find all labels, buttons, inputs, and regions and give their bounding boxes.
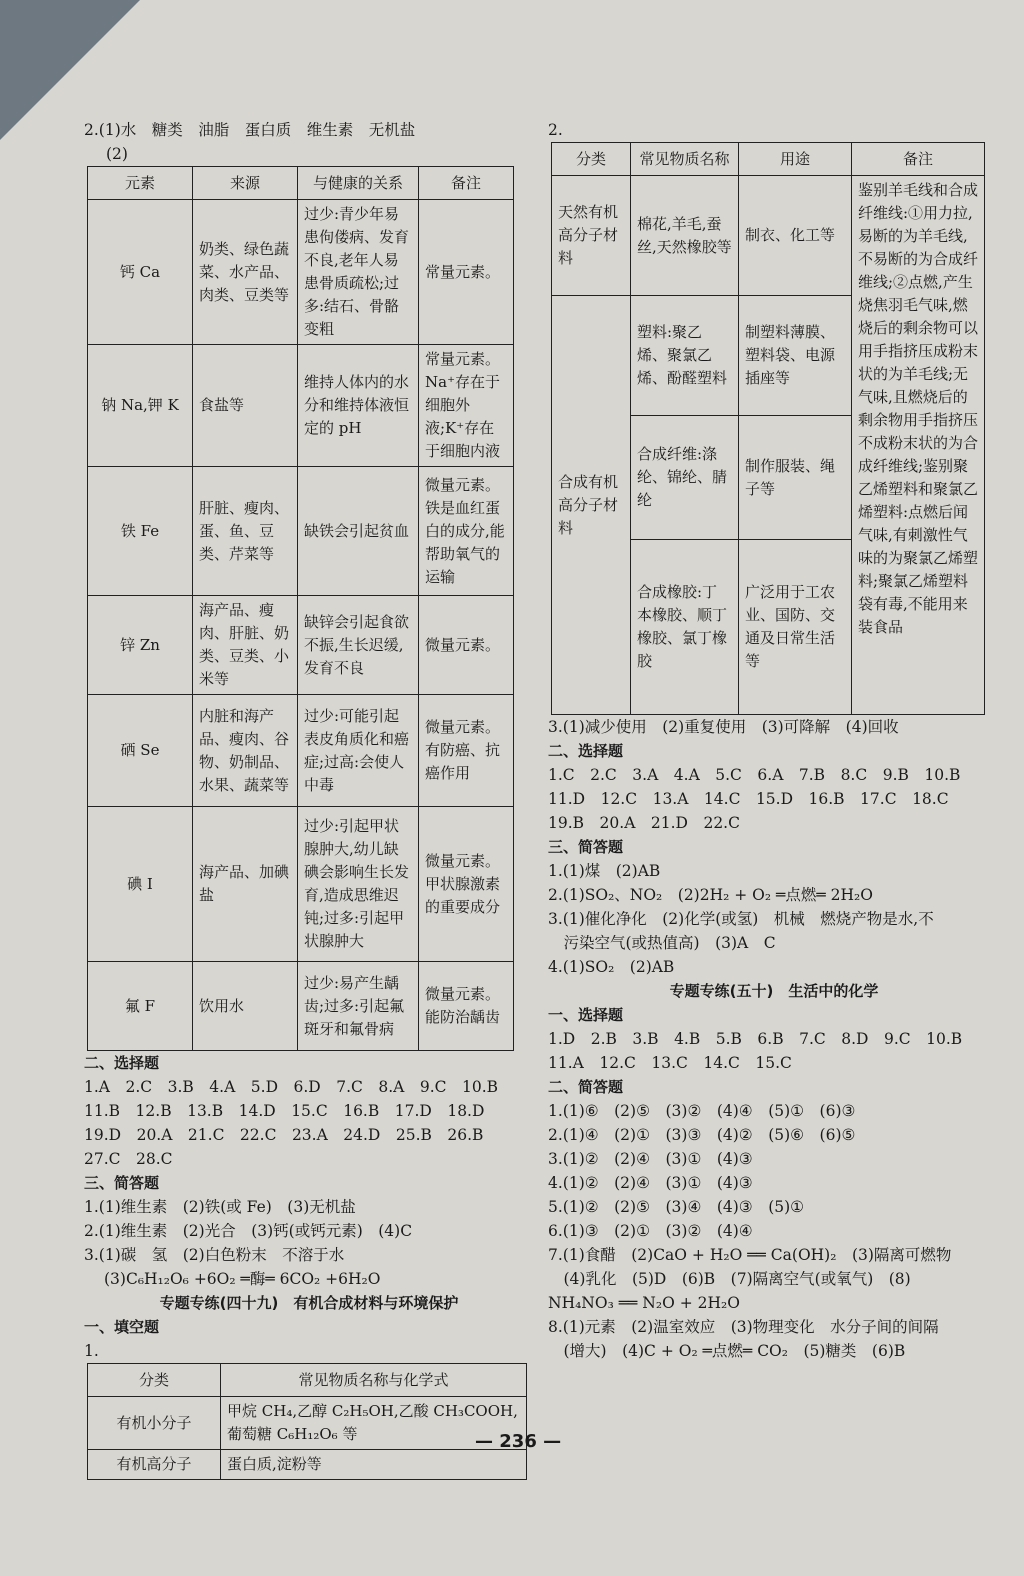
category-cell: 有机小分子 [88, 1397, 221, 1450]
answer-line: (增大) (4)C + O₂ ═点燃═ CO₂ (5)糖类 (6)B [548, 1342, 906, 1360]
answer-line: 27.C 28.C [84, 1150, 173, 1168]
answer-line: 1.(1)煤 (2)AB [548, 862, 661, 880]
header-cell: 常见物质名称与化学式 [221, 1364, 527, 1397]
source-cell: 饮用水 [193, 962, 298, 1051]
header-cell: 分类 [88, 1364, 221, 1397]
source-cell: 食盐等 [193, 345, 298, 467]
health-cell: 缺铁会引起贫血 [298, 467, 419, 596]
answer-line: 3.(1)催化净化 (2)化学(或氢) 机械 燃烧产物是水,不 [548, 910, 934, 928]
fill-heading: 一、填空题 [84, 1318, 160, 1336]
answer-line: 8.(1)元素 (2)温室效应 (3)物理变化 水分子间的间隔 [548, 1318, 939, 1336]
header-cell: 来源 [193, 167, 298, 200]
header-cell: 分类 [552, 143, 631, 176]
answer-line: 11.B 12.B 13.B 14.D 15.C 16.B 17.D 18.D [84, 1102, 485, 1120]
table-row [88, 345, 514, 467]
category-cell: 天然有机高分子材料 [552, 176, 631, 296]
answer-line: 4.(1)② (2)④ (3)① (4)③ [548, 1174, 753, 1192]
source-cell: 内脏和海产品、瘦肉、谷物、奶制品、水果、蔬菜等 [193, 695, 298, 807]
answer-line: 19.B 20.A 21.D 22.C [548, 814, 740, 832]
answer-line: 4.(1)SO₂ (2)AB [548, 958, 675, 976]
note-cell: 常量元素。Na⁺存在于细胞外液;K⁺存在于细胞内液 [419, 345, 514, 467]
health-cell: 过少:青少年易患佝偻病、发育不良,老年人易患骨质疏松;过多:结石、骨骼变粗 [298, 200, 419, 345]
source-cell: 奶类、绿色蔬菜、水产品、肉类、豆类等 [193, 200, 298, 345]
health-cell: 过少:可能引起表皮角质化和癌症;过高:会使人中毒 [298, 695, 419, 807]
short-answer-heading: 三、简答题 [548, 838, 624, 856]
element-cell: 碘 I [88, 807, 193, 962]
source-cell: 海产品、加碘盐 [193, 807, 298, 962]
use-cell: 制作服装、绳子等 [739, 416, 852, 540]
category-cell: 有机高分子 [88, 1450, 221, 1480]
short-answer-heading: 二、简答题 [548, 1078, 624, 1096]
answer-line: 1.C 2.C 3.A 4.A 5.C 6.A 7.B 8.C 9.B 10.B [548, 766, 961, 784]
health-cell: 维持人体内的水分和维持体液恒定的 pH [298, 345, 419, 467]
header-cell: 与健康的关系 [298, 167, 419, 200]
header-cell: 备注 [852, 143, 985, 176]
header-cell: 用途 [739, 143, 852, 176]
header-cell: 备注 [419, 167, 514, 200]
answer-line: 2.(1)④ (2)① (3)③ (4)② (5)⑥ (6)⑤ [548, 1126, 856, 1144]
material-cell: 塑料:聚乙烯、聚氯乙烯、酚醛塑料 [631, 296, 739, 416]
note-cell: 微量元素。甲状腺激素的重要成分 [419, 807, 514, 962]
answer-line: 11.A 12.C 13.C 14.C 15.C [548, 1054, 792, 1072]
choice-heading: 一、选择题 [548, 1006, 624, 1024]
answer-line: 3.(1)② (2)④ (3)① (4)③ [548, 1150, 753, 1168]
q2-part2: (2) [106, 145, 128, 163]
table-row [88, 807, 514, 962]
category-cell: 合成有机高分子材料 [552, 296, 631, 715]
health-cell: 过少:易产生龋齿;过多:引起氟斑牙和氟骨病 [298, 962, 419, 1051]
use-cell: 广泛用于工农业、国防、交通及日常生活等 [739, 540, 852, 715]
table-row [88, 467, 514, 596]
answer-line: 污染空气(或热值高) (3)A C [548, 934, 776, 952]
material-table [551, 142, 985, 715]
answer-line: 11.D 12.C 13.A 14.C 15.D 16.B 17.C 18.C [548, 790, 949, 808]
use-cell: 制衣、化工等 [739, 176, 852, 296]
q2-label: 2. [548, 121, 563, 139]
element-cell: 硒 Se [88, 695, 193, 807]
answer-line: 1.D 2.B 3.B 4.B 5.B 6.B 7.C 8.D 9.C 10.B [548, 1030, 963, 1048]
q2-part1: 2.(1)水 糖类 油脂 蛋白质 维生素 无机盐 [84, 121, 416, 139]
table-row [88, 596, 514, 695]
answer-line: (4)乳化 (5)D (6)B (7)隔离空气(或氧气) (8) [548, 1270, 911, 1288]
left-column [84, 118, 534, 1480]
right-column [548, 118, 1000, 1363]
source-cell: 海产品、瘦肉、肝脏、奶类、豆类、小米等 [193, 596, 298, 695]
answer-line: NH₄NO₃ ══ N₂O + 2H₂O [548, 1294, 740, 1312]
element-table [87, 166, 514, 1051]
element-cell: 钙 Ca [88, 200, 193, 345]
header-cell: 元素 [88, 167, 193, 200]
table-row [88, 695, 514, 807]
answer-line: 6.(1)③ (2)① (3)② (4)④ [548, 1222, 753, 1240]
note-cell: 微量元素。有防癌、抗癌作用 [419, 695, 514, 807]
organic-table-header [88, 1364, 527, 1397]
answer-line: 2.(1)维生素 (2)光合 (3)钙(或钙元素) (4)C [84, 1222, 413, 1240]
short-answer-heading: 三、简答题 [84, 1174, 160, 1192]
choice-heading: 二、选择题 [84, 1054, 160, 1072]
element-table-header [88, 167, 514, 200]
answer-line: 1.(1)⑥ (2)⑤ (3)② (4)④ (5)① (6)③ [548, 1102, 856, 1120]
table-row [88, 1397, 527, 1450]
element-cell: 锌 Zn [88, 596, 193, 695]
answer-line: 2.(1)SO₂、NO₂ (2)2H₂ + O₂ ═点燃═ 2H₂O [548, 886, 873, 904]
element-cell: 铁 Fe [88, 467, 193, 596]
note-cell: 微量元素。铁是血红蛋白的成分,能帮助氧气的运输 [419, 467, 514, 596]
note-cell: 常量元素。 [419, 200, 514, 345]
health-cell: 缺锌会引起食欲不振,生长迟缓,发育不良 [298, 596, 419, 695]
answer-line: 1.(1)维生素 (2)铁(或 Fe) (3)无机盐 [84, 1198, 356, 1216]
note-cell: 微量元素。 [419, 596, 514, 695]
source-cell: 肝脏、瘦肉、蛋、鱼、豆类、芹菜等 [193, 467, 298, 596]
answer-line: 5.(1)② (2)⑤ (3)④ (4)③ (5)① [548, 1198, 805, 1216]
material-cell: 棉花,羊毛,蚕丝,天然橡胶等 [631, 176, 739, 296]
note-cell: 微量元素。能防治龋齿 [419, 962, 514, 1051]
answer-line: 19.D 20.A 21.C 22.C 23.A 24.D 25.B 26.B [84, 1126, 484, 1144]
section-50-title: 专题专练(五十) 生活中的化学 [669, 982, 879, 1000]
choice-heading: 二、选择题 [548, 742, 624, 760]
health-cell: 过少:引起甲状腺肿大,幼儿缺碘会影响生长发育,造成思维迟钝;过多:引起甲状腺肿大 [298, 807, 419, 962]
answer-line: 3.(1)碳 氢 (2)白色粉末 不溶于水 [84, 1246, 345, 1264]
element-cell: 钠 Na,钾 K [88, 345, 193, 467]
section-49-title: 专题专练(四十九) 有机合成材料与环境保护 [159, 1294, 459, 1312]
table-row [88, 1450, 527, 1480]
answer-line: 7.(1)食醋 (2)CaO + H₂O ══ Ca(OH)₂ (3)隔离可燃物 [548, 1246, 952, 1264]
examples-cell: 蛋白质,淀粉等 [221, 1450, 527, 1480]
header-cell: 常见物质名称 [631, 143, 739, 176]
use-cell: 制塑料薄膜、塑料袋、电源插座等 [739, 296, 852, 416]
note-cell: 鉴别羊毛线和合成纤维线:①用力拉,易断的为羊毛线,不易断的为合成纤维线;②点燃,产生烧焦羽毛气味,燃烧后的剩余物可以用手指挤压成粉末状的为羊毛线;无气味,且燃烧后的剩余物用手指挤压不成粉末状的为合成纤维线;鉴别聚乙烯塑料和聚氯乙烯塑料:点燃后闻气味,有刺激性气味的为聚氯乙烯塑料;聚氯乙烯塑料袋有毒,不能用来装食品 [852, 176, 985, 715]
material-cell: 合成纤维:涤纶、锦纶、腈纶 [631, 416, 739, 540]
table-row [552, 176, 985, 296]
equation-line: (3)C₆H₁₂O₆ +6O₂ ═酶═ 6CO₂ +6H₂O [104, 1270, 381, 1288]
answer-line: 1.A 2.C 3.B 4.A 5.D 6.D 7.C 8.A 9.C 10.B [84, 1078, 499, 1096]
table-row [88, 200, 514, 345]
table-row [88, 962, 514, 1051]
answer-line: 3.(1)减少使用 (2)重复使用 (3)可降解 (4)回收 [548, 718, 899, 736]
q1-label: 1. [84, 1342, 99, 1360]
examples-cell: 甲烷 CH₄,乙醇 C₂H₅OH,乙酸 CH₃COOH,葡萄糖 C₆H₁₂O₆ 等 [221, 1397, 527, 1450]
organic-table [87, 1363, 527, 1480]
material-cell: 合成橡胶:丁本橡胶、顺丁橡胶、氯丁橡胶 [631, 540, 739, 715]
page-number: — 236 — [475, 1431, 562, 1452]
element-cell: 氟 F [88, 962, 193, 1051]
material-table-header [552, 143, 985, 176]
